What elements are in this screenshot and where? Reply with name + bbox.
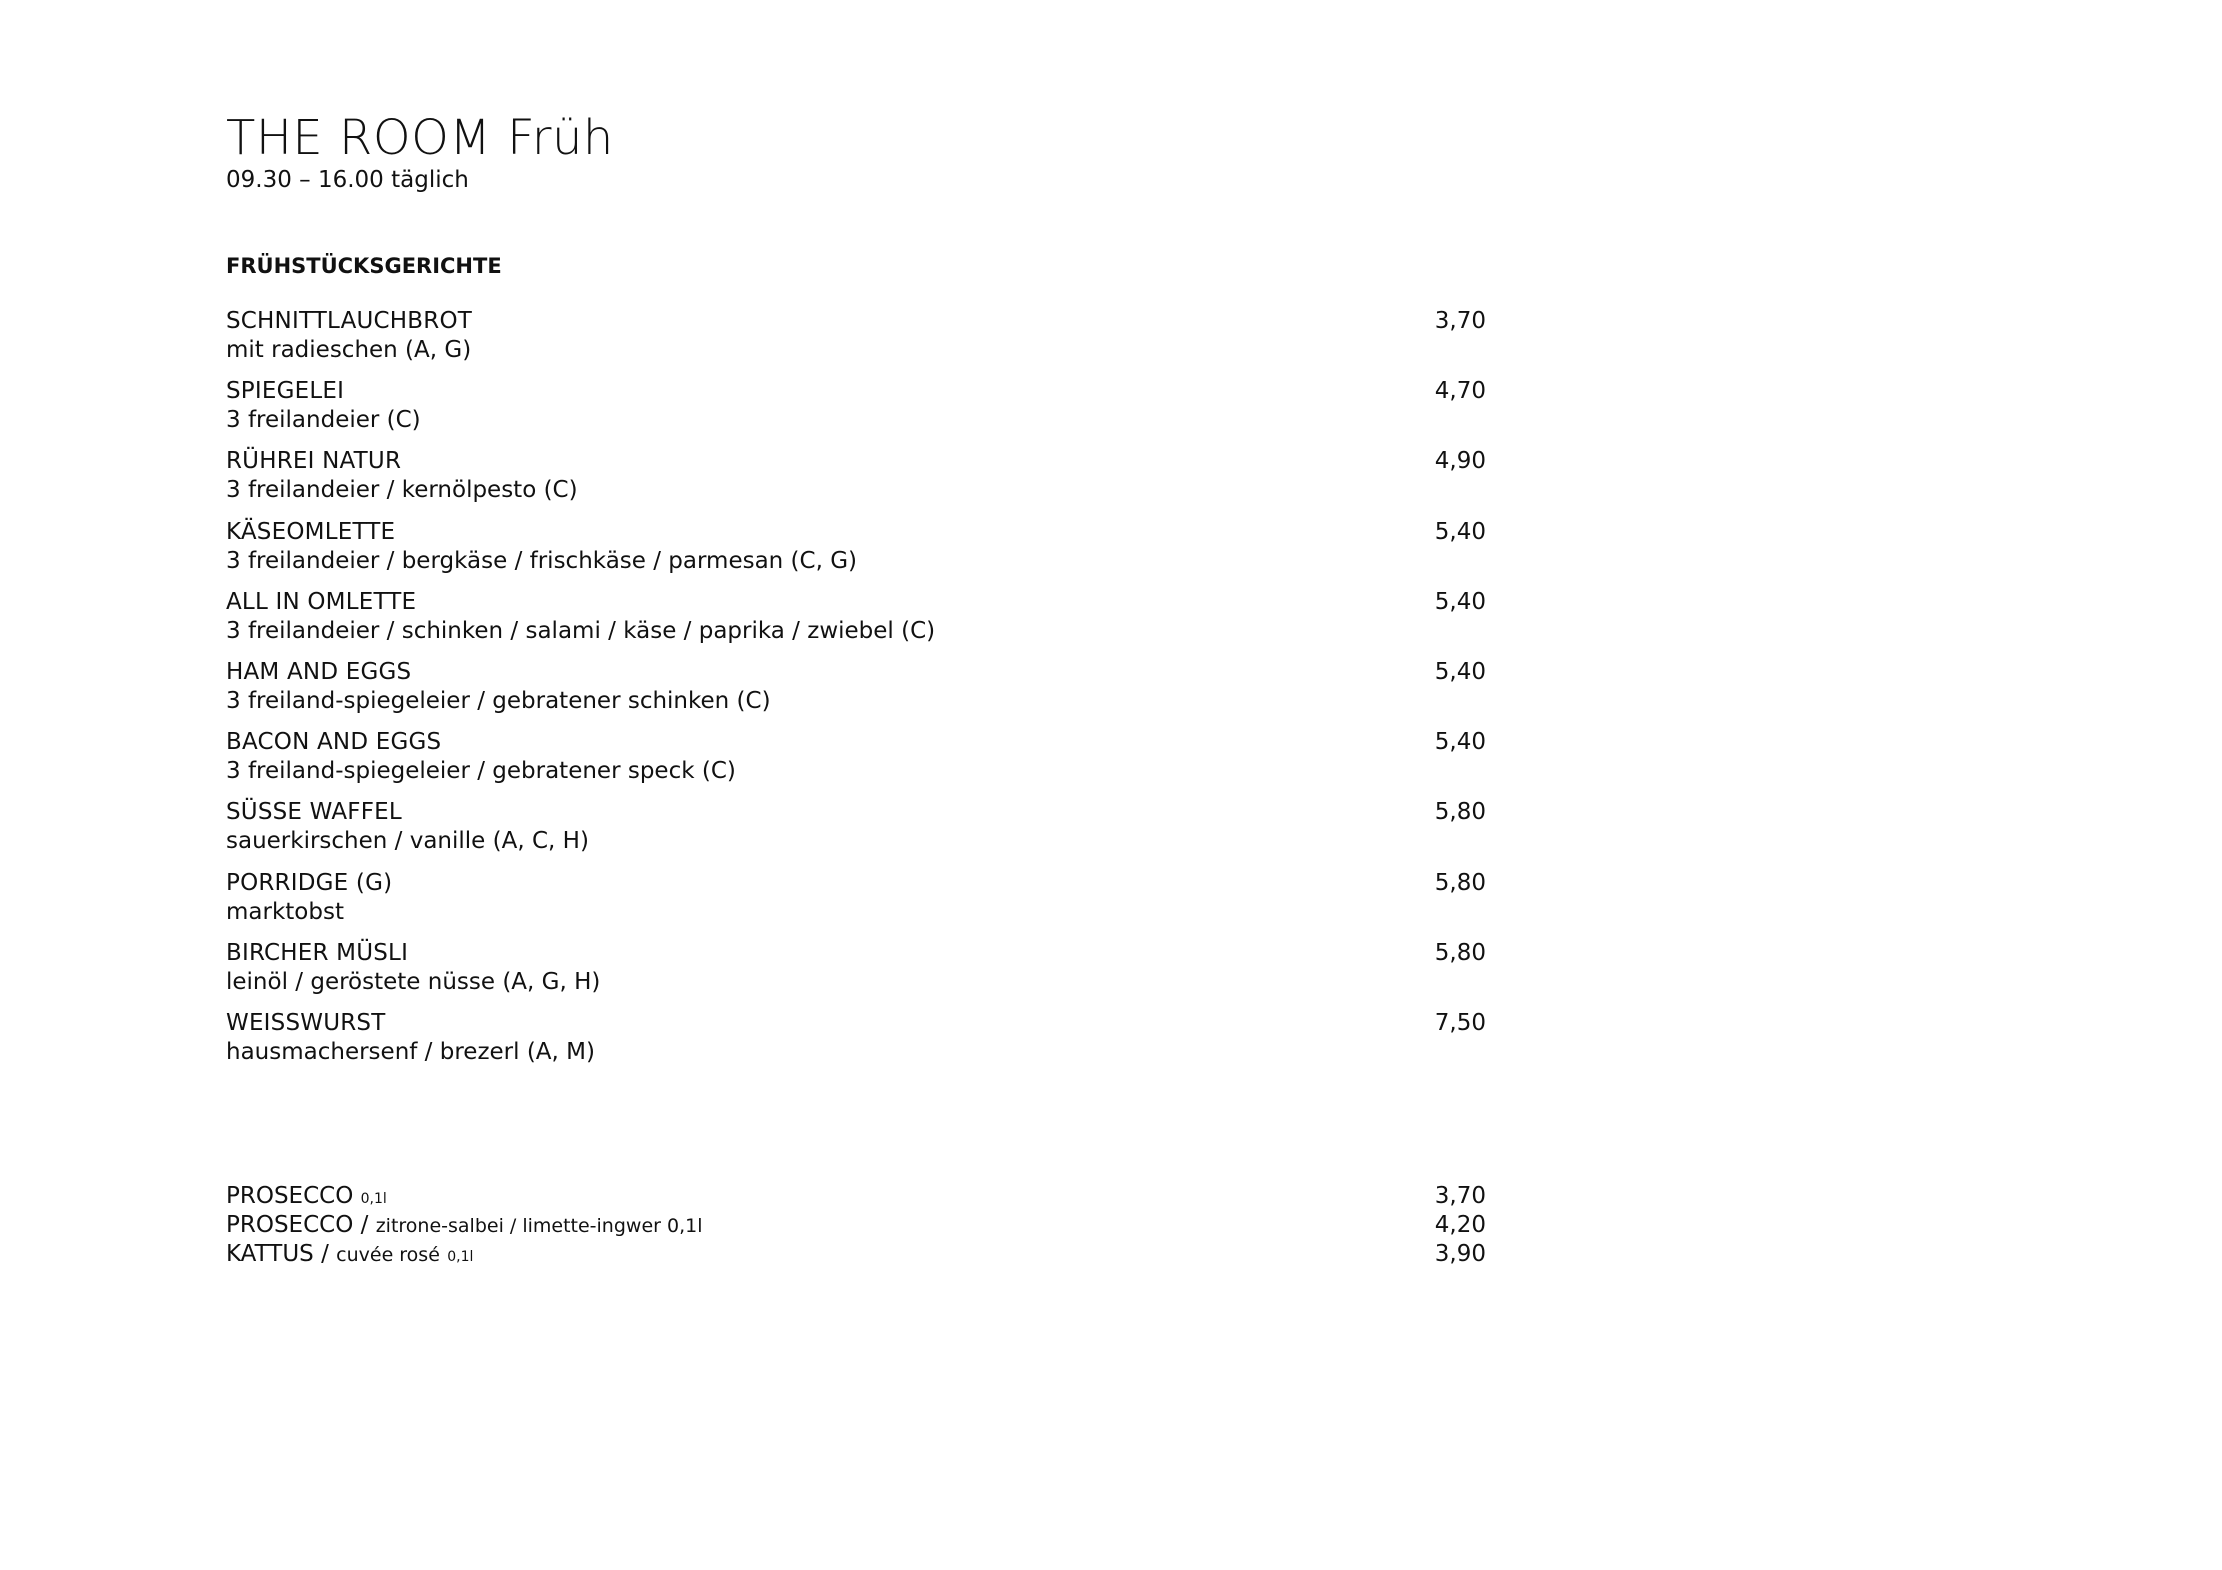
drink-name: PROSECCO — [226, 1212, 354, 1238]
drink-row — [226, 1182, 1486, 1211]
menu-item-description: 3 freiland-spiegeleier / gebratener speck (C) — [226, 758, 736, 785]
drink-price: 4,20 — [1434, 1212, 1486, 1238]
menu-item — [226, 728, 1486, 798]
menu-item-description: sauerkirschen / vanille (A, C, H) — [226, 828, 589, 855]
opening-hours: 09.30 – 16.00 täglich — [226, 167, 469, 193]
menu-item-name: RÜHREI NATUR — [226, 448, 402, 475]
drink-text — [226, 1240, 473, 1272]
menu-item-name: SCHNITTLAUCHBROT — [226, 308, 473, 334]
menu-item-price: 5,40 — [1434, 518, 1486, 545]
menu-item — [226, 447, 1486, 517]
menu-item-name: BIRCHER MÜSLI — [226, 939, 409, 966]
menu-item-name: WEISSWURST — [226, 1009, 386, 1036]
drink-price: 3,70 — [1434, 1183, 1486, 1209]
menu-item-price: 5,80 — [1434, 799, 1486, 826]
menu-item — [226, 377, 1486, 447]
menu-item — [226, 1009, 1486, 1079]
menu-item — [226, 307, 1486, 377]
menu-item-description: 3 freiland-spiegeleier / gebratener schinken (C) — [226, 687, 771, 714]
menu-item-price: 5,40 — [1434, 588, 1486, 615]
drinks-list — [226, 1182, 1486, 1269]
drink-text — [226, 1182, 387, 1214]
drink-detail: zitrone-salbei / limette-ingwer 0,1l — [375, 1215, 703, 1237]
menu-item-price: 5,40 — [1434, 729, 1486, 756]
menu-item-name: PORRIDGE (G) — [226, 869, 393, 896]
section-heading: FRÜHSTÜCKSGERICHTE — [226, 254, 502, 278]
menu-item-price: 4,90 — [1434, 448, 1486, 475]
menu-item — [226, 939, 1486, 1009]
menu-item-name: SPIEGELEI — [226, 378, 345, 405]
drink-name: PROSECCO — [226, 1183, 354, 1209]
breakfast-menu-list — [226, 307, 1486, 1079]
drink-text — [226, 1211, 702, 1241]
menu-item-price: 5,80 — [1434, 939, 1486, 966]
menu-item-name: KÄSEOMLETTE — [226, 518, 396, 545]
menu-item-name: SÜSSE WAFFEL — [226, 799, 402, 826]
drink-size: 0,1l — [447, 1249, 474, 1265]
menu-item-description: mit radieschen (A, G) — [226, 337, 472, 363]
menu-item-description: marktobst — [226, 898, 344, 925]
drink-separator: / — [353, 1212, 376, 1238]
drink-name: KATTUS — [226, 1241, 314, 1267]
menu-item-name: ALL IN OMLETTE — [226, 588, 417, 615]
menu-item — [226, 588, 1486, 658]
menu-item-price: 3,70 — [1434, 308, 1486, 334]
menu-item-description: 3 freilandeier / bergkäse / frischkäse / parmesan (C, G) — [226, 547, 858, 574]
menu-item — [226, 798, 1486, 868]
drink-price: 3,90 — [1434, 1241, 1486, 1267]
menu-item-description: 3 freilandeier / kernölpesto (C) — [226, 477, 578, 504]
drink-row — [226, 1211, 1486, 1240]
drink-detail: cuvée rosé — [336, 1244, 440, 1266]
menu-item-description: 3 freilandeier (C) — [226, 407, 421, 434]
page-title: THE ROOM Früh — [226, 110, 614, 166]
menu-item-name: BACON AND EGGS — [226, 729, 442, 756]
menu-item-price: 7,50 — [1434, 1009, 1486, 1036]
menu-item — [226, 658, 1486, 728]
drink-separator: / — [313, 1241, 337, 1267]
menu-item-name: HAM AND EGGS — [226, 658, 412, 685]
menu-item-description: leinöl / geröstete nüsse (A, G, H) — [226, 968, 601, 995]
menu-item — [226, 518, 1486, 588]
menu-item-price: 4,70 — [1434, 378, 1486, 405]
menu-item — [226, 869, 1486, 939]
drink-size: 0,1l — [360, 1191, 387, 1207]
menu-item-description: 3 freilandeier / schinken / salami / käse / paprika / zwiebel (C) — [226, 617, 936, 644]
menu-item-price: 5,40 — [1434, 658, 1486, 685]
menu-item-description: hausmachersenf / brezerl (A, M) — [226, 1038, 595, 1065]
menu-item-price: 5,80 — [1434, 869, 1486, 896]
drink-row — [226, 1240, 1486, 1269]
